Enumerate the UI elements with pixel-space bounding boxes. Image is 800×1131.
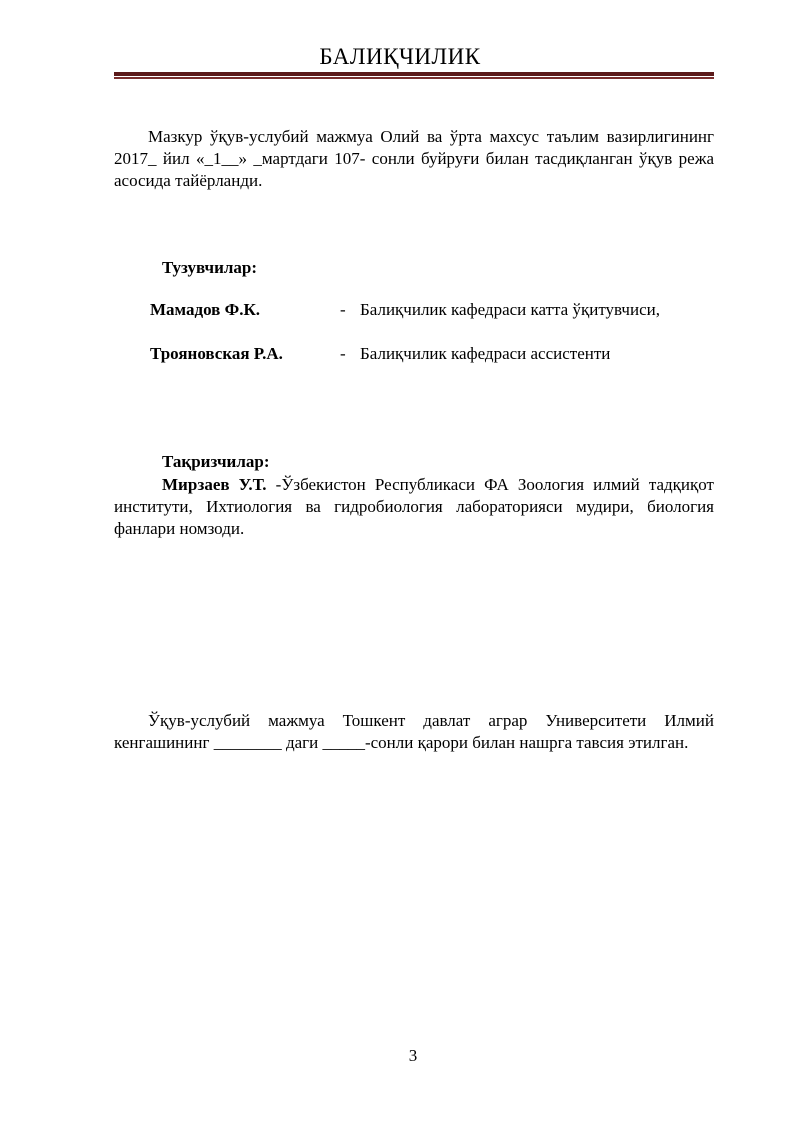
author-row [150,344,720,366]
authors-heading: Тузувчилар: [162,258,258,277]
author-dash: - [340,300,346,319]
author-position: Балиқчилик кафедраси ассистенти [360,344,611,363]
author-dash: - [340,344,346,363]
header-title: БАЛИҚЧИЛИК [319,44,481,69]
header-rule-thick [114,72,714,76]
recommendation-text: Ўқув-услубий мажмуа Тошкент давлат аграр Университети Илмий кенгашининг ________ даги _____-сонли қарори билан нашрга тавсия этилган. [114,711,714,752]
approval-text: Мазкур ўқув-услубий мажмуа Олий ва ўрта махсус таълим вазирлигининг 2017_ йил «_1__» _мартдаги 107- сонли буйруғи билан тасдиқланган ўқув режа асосида тайёрланди. [114,127,714,190]
author-name: Мамадов Ф.К. [150,300,261,319]
author-position: Балиқчилик кафедраси катта ўқитувчиси, [360,300,660,319]
author-row [150,300,720,322]
approval-paragraph [114,126,714,192]
reviewer-paragraph [114,474,714,540]
reviewer-name: Мирзаев У.Т. [162,475,267,494]
reviewer-description: -Ўзбекистон Республикаси ФА Зоология илмий тадқиқот институти, Ихтиология ва гидробиология лабораторияси мудири, биология фанлари номзоди. [114,475,714,538]
author-name: Трояновская Р.А. [150,344,283,363]
reviewers-heading: Тақризчилар: [162,452,270,471]
header-rule [114,72,714,79]
header-rule-thin [114,77,714,79]
recommendation-paragraph [114,710,714,754]
page-number: 3 [408,1046,418,1065]
